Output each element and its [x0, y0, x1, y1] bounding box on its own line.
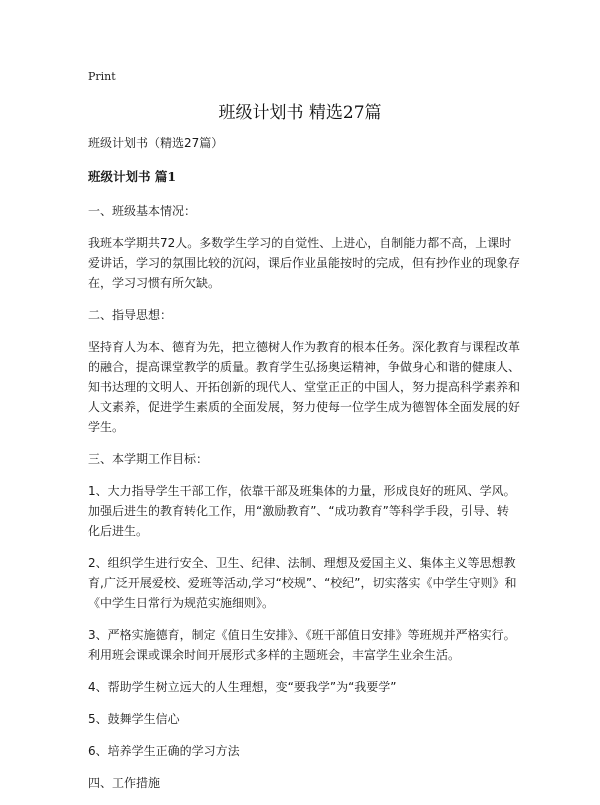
document-body — [88, 133, 520, 805]
heading-guiding-thought: 二、指导思想： — [88, 308, 173, 322]
list-item: 1、大力指导学生干部工作，依靠干部及班集体的力量，形成良好的班风、学风。加强后进生的教育转化工作，用“激励教育”、“成功教育”等科学手段，引导、转化后进生。 — [88, 484, 516, 538]
heading-class-situation: 一、班级基本情况： — [88, 204, 197, 218]
section-title: 班级计划书 篇1 — [88, 169, 177, 184]
heading-work-measures: 四、工作措施 — [88, 776, 161, 790]
list-item: 6、培养学生正确的学习方法 — [88, 744, 240, 758]
paragraph-guiding-thought: 坚持育人为本、德育为先，把立德树人作为教育的根本任务。深化教育与课程改革的融合，提高课堂教学的质量。教育学生弘扬奥运精神，争做身心和谐的健康人、知书达理的文明人、开拓创新的现代人、堂堂正正的中国人，努力提高科学素养和人文素养，促进学生素质的全面发展，努力使每一位学生成为德智体全面发展的好学生。 — [88, 340, 521, 434]
print-link[interactable]: Print — [88, 70, 116, 83]
list-item: 4、帮助学生树立远大的人生理想，变“要我学”为“我要学” — [88, 680, 397, 694]
list-item: 5、鼓舞学生信心 — [88, 712, 180, 726]
heading-work-goals: 三、本学期工作目标： — [88, 452, 209, 466]
list-item: 2、组织学生进行安全、卫生、纪律、法制、理想及爱国主义、集体主义等思想教育,广泛开展爱校、爱班等活动,学习“校规”、“校纪”，切实落实《中学生守则》和《中学生日常行为规范实施细则》。 — [88, 556, 517, 610]
paragraph-class-situation: 我班本学期共72人。多数学生学习的自觉性、上进心，自制能力都不高，上课时爱讲话，学习的氛围比较的沉闷，课后作业虽能按时的完成，但有抄作业的现象存在，学习习惯有所欠缺。 — [88, 236, 521, 290]
page-title: 班级计划书 精选27篇 — [218, 103, 382, 123]
document-subtitle: 班级计划书（精选27篇） — [88, 136, 224, 150]
list-item: 3、严格实施德育，制定《值日生安排》、《班干部值日安排》等班规并严格实行。利用班会课或课余时间开展形式多样的主题班会，丰富学生业余生活。 — [88, 628, 516, 662]
